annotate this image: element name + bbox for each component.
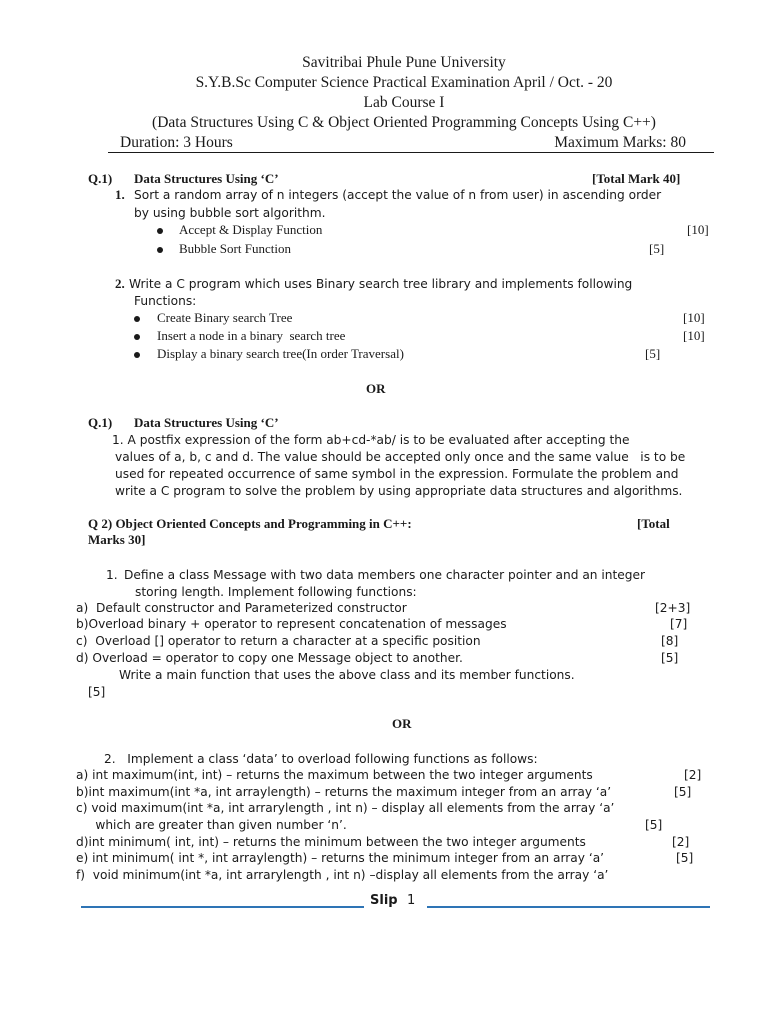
q2-total-part2: Marks 30]: [88, 532, 146, 547]
q2-item2-part-b-marks: [5]: [674, 785, 692, 799]
q2-item1-part-b-marks: [7]: [670, 617, 688, 631]
q1a-item2-bullet3-marks: [5]: [645, 346, 661, 361]
q2-item1-line2: storing length. Implement following functions:: [135, 585, 417, 599]
q1b-title: Data Structures Using ‘C’: [134, 415, 279, 430]
q1a-total: [Total Mark 40]: [592, 171, 681, 186]
q1a-item1-bullet2-marks: [5]: [649, 241, 665, 256]
q2-item2-part-d-marks: [2]: [672, 835, 690, 849]
q2-item2-part-a-marks: [2]: [684, 768, 702, 782]
course-name: Lab Course I: [363, 94, 445, 111]
or-separator-1: OR: [366, 381, 386, 396]
q2-item2-part-c-marks: [5]: [645, 818, 663, 832]
q1a-title: Data Structures Using ‘C’: [134, 171, 279, 186]
bullet-icon: [157, 228, 163, 234]
q2-item2-part-c-cont: which are greater than given number ‘n’.: [76, 818, 347, 832]
footer-slip-label: Slip: [370, 893, 398, 908]
q1a-item2-number: 2.: [115, 276, 125, 291]
q2-item1-part-d-marks: [5]: [661, 651, 679, 665]
q1b-line3: used for repeated occurrence of same symbol in the expression. Formulate the problem and: [115, 467, 679, 481]
or-separator-2: OR: [392, 716, 412, 731]
q1a-item2-bullet2: Insert a node in a binary search tree: [157, 328, 346, 343]
q2-item1-part-d: d) Overload = operator to copy one Message object to another.: [76, 651, 463, 665]
q1b-line4: write a C program to solve the problem by using appropriate data structures and algorithms.: [115, 484, 683, 498]
q2-total-part1: [Total: [637, 516, 670, 531]
q2-item2-part-b: b)int maximum(int *a, int arraylength) – returns the maximum integer from an array ‘a’: [76, 785, 612, 799]
bullet-icon: [157, 247, 163, 253]
q1a-item2-line1: Write a C program which uses Binary search tree library and implements following: [129, 277, 633, 291]
q1a-number: Q.1): [88, 171, 113, 186]
footer-rule-right: [427, 906, 710, 908]
q2-item1-line1: Define a class Message with two data members one character pointer and an integer: [124, 568, 646, 582]
q2-item1-main-marks: [5]: [88, 685, 106, 699]
footer-rule-left: [81, 906, 364, 908]
q2-item2-part-c: c) void maximum(int *a, int arrarylength , int n) – display all elements from the array ‘a’: [76, 801, 615, 815]
q1b-line1: 1. A postfix expression of the form ab+cd-*ab/ is to be evaluated after accepting the: [112, 433, 630, 447]
q1a-item2-bullet1: Create Binary search Tree: [157, 310, 293, 325]
footer-page-number: 1: [407, 893, 416, 908]
q2-item2-part-a: a) int maximum(int, int) – returns the maximum between the two integer arguments: [76, 768, 593, 782]
q1a-item1-line1: Sort a random array of n integers (accept the value of n from user) in ascending order: [134, 188, 662, 202]
q1b-line2: values of a, b, c and d. The value should be accepted only once and the same value is to be: [115, 450, 686, 464]
q1a-item1-bullet1-marks: [10]: [687, 222, 709, 237]
q2-item1-part-a: a) Default constructor and Parameterized constructor: [76, 601, 407, 615]
university-name: Savitribai Phule Pune University: [302, 54, 506, 71]
duration: Duration: 3 Hours: [120, 134, 233, 151]
q1a-item1-bullet2: Bubble Sort Function: [179, 241, 291, 256]
q1a-item1-bullet1: Accept & Display Function: [179, 222, 323, 237]
q2-item1-part-c: c) Overload [] operator to return a character at a specific position: [76, 634, 481, 648]
q2-item1-main-line: Write a main function that uses the above class and its member functions.: [119, 668, 575, 682]
max-marks: Maximum Marks: 80: [554, 134, 686, 151]
q2-item2-part-d: d)int minimum( int, int) – returns the minimum between the two integer arguments: [76, 835, 586, 849]
q2-item2-intro: 2. Implement a class ‘data’ to overload following functions as follows:: [104, 752, 538, 766]
q1a-item2-bullet3: Display a binary search tree(In order Traversal): [157, 346, 404, 361]
exam-title: S.Y.B.Sc Computer Science Practical Examination April / Oct. - 20: [195, 74, 613, 91]
q1a-item2-bullet1-marks: [10]: [683, 310, 705, 325]
subject-title: (Data Structures Using C & Object Oriented Programming Concepts Using C++): [152, 114, 656, 131]
header-rule: [108, 152, 714, 153]
bullet-icon: [134, 334, 140, 340]
q2-item1-part-a-marks: [2+3]: [655, 601, 691, 615]
q2-item2-part-f: f) void minimum(int *a, int arrarylength , int n) –display all elements from the array ‘a’: [76, 868, 609, 882]
q2-title: Q 2) Object Oriented Concepts and Programming in C++:: [88, 516, 412, 531]
q1a-item2-line2: Functions:: [134, 294, 197, 308]
q2-item2-part-e-marks: [5]: [676, 851, 694, 865]
bullet-icon: [134, 316, 140, 322]
q2-item1-number: 1.: [106, 568, 118, 582]
bullet-icon: [134, 352, 140, 358]
q1a-item2-bullet2-marks: [10]: [683, 328, 705, 343]
q2-item1-part-b: b)Overload binary + operator to represent concatenation of messages: [76, 617, 507, 631]
q1a-item1-number: 1.: [115, 187, 125, 202]
q1a-item1-line2: by using bubble sort algorithm.: [134, 206, 326, 220]
q1b-number: Q.1): [88, 415, 113, 430]
q2-item1-part-c-marks: [8]: [661, 634, 679, 648]
q2-item2-part-e: e) int minimum( int *, int arraylength) – returns the minimum integer from an array ‘a’: [76, 851, 605, 865]
